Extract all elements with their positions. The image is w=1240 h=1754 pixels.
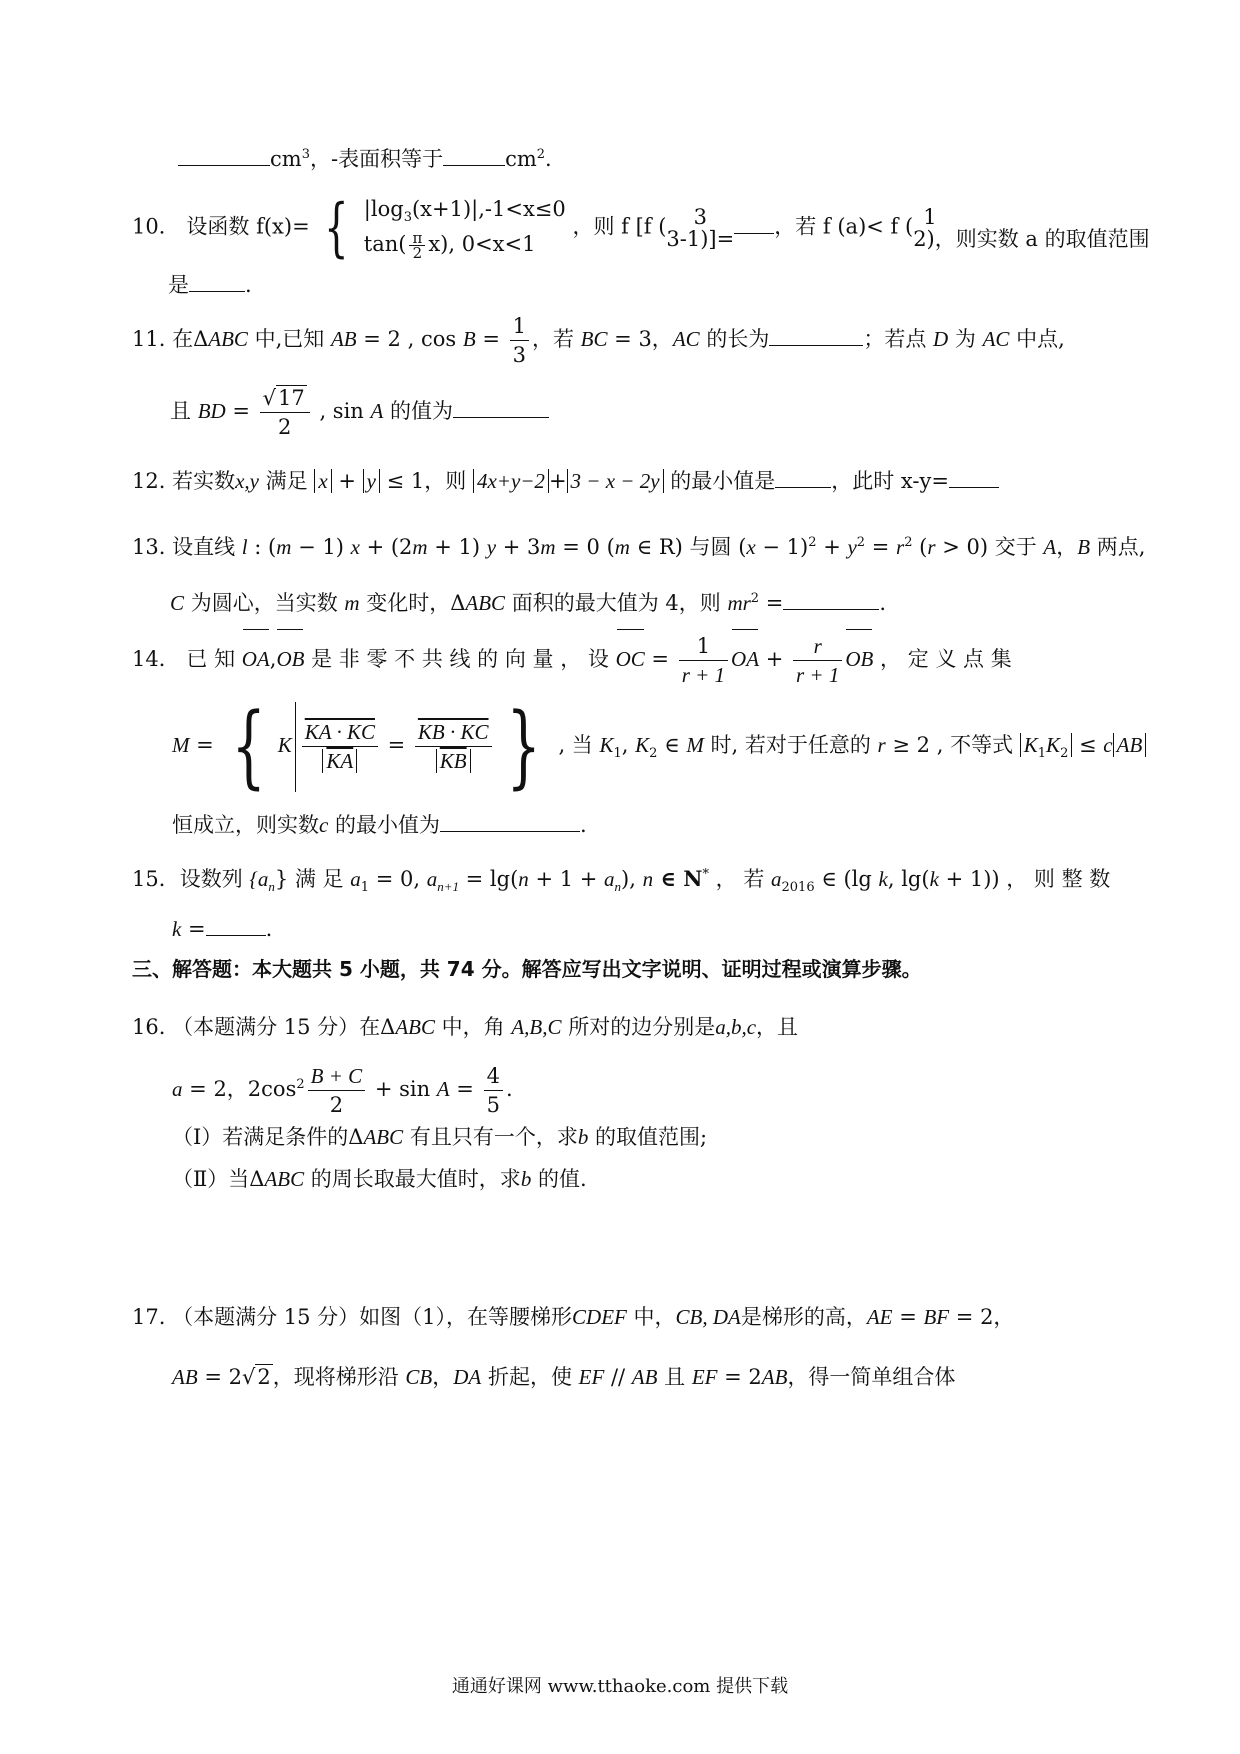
piece-1: $|\log_3(x+1)|,-1<x\le 0$ [363, 197, 566, 226]
question-number: 12. [132, 469, 166, 493]
q13-line1: 13. 设直线 l : (m − 1) x + (2m + 1) y + 3m = 0 (m ∈ R) 与圆 $(x - 1)^2 + y^2 = r^2$ (r > 0) 交于 A，B 两点, [132, 535, 1146, 559]
q16-line2: a = 2，$2\cos^2$ $\frac{B + C}{2}$ + sin A = $\frac{4}{5}$ . [172, 1064, 513, 1117]
exponent: 2 [536, 147, 546, 162]
answer-blank [189, 273, 245, 292]
answer-blank [443, 147, 505, 166]
q12-line: 12. 若实数x,y 满足 x + y ≤ 1，则 4x+y−2 + 3 − x − 2y 的最小值是 ，此时 x-y= [132, 466, 999, 496]
question-number: 10． [132, 214, 180, 239]
exponent: 3 [301, 147, 310, 162]
unit-text: cm [505, 147, 537, 171]
q15-line1: 15．设数列 $\{a_n\}$ 满 足 $a_1 = 0$, $a_{n+1} = \lg(n + 1 + a_n)$, n ∈ N* ， 若 $a_{2016}$ ∈ (lg k, lg(k + 1)) ， 则 整 数 [132, 866, 1111, 896]
question-number: 16. [132, 1015, 166, 1039]
text: ，则 f [f ( [572, 214, 667, 239]
section-heading: 三、解答题：本大题共 5 小题，共 74 分。解答应写出文字说明、证明过程或演算步骤。 [132, 957, 922, 981]
text: ，-表面积等于 [309, 147, 444, 171]
q17-line1: 17. （本题满分 15 分）如图（1），在等腰梯形CDEF 中，CB, DA是梯形的高，AE = BF = 2， [132, 1305, 1015, 1329]
q11-line1: 11. 在ΔABC 中,已知 AB = 2 , cos B = $\frac{1}{3}$ ，若 BC = 3，AC 的长为 ；若点 D 为 AC 中点, [132, 314, 1065, 367]
fraction: $\frac{KB \cdot KC}{KB}$ [415, 718, 492, 775]
answer-blank [734, 215, 774, 234]
question-number: 13. [132, 535, 166, 559]
fraction: $\frac{r}{r + 1}$ [793, 632, 842, 689]
piece-2: tan( $\frac{\pi}{2}$ x), 0<x<1 [363, 229, 536, 263]
q13-line2: C 为圆心，当实数 m 变化时，ΔABC 面积的最大值为 4，则 $mr^2$ = . [170, 591, 887, 615]
answer-blank [178, 147, 270, 166]
question-number: 11. [132, 327, 166, 351]
q17-line2: AB = 2√2，现将梯形沿 CB，DA 折起，使 EF // AB 且 EF = 2AB，得一简单组合体 [172, 1365, 956, 1389]
q16-part2: （Ⅱ）当ΔABC 的周长取最大值时，求b 的值. [172, 1167, 587, 1191]
q15-line2: k = . [172, 917, 273, 941]
fraction: $\frac{√17}{2}$ [260, 384, 310, 441]
q16-part1: （Ⅰ）若满足条件的ΔABC 有且只有一个，求b 的取值范围; [172, 1125, 708, 1149]
answer-blank [783, 591, 879, 610]
q14-line1: 14． 已 知 OA,OB 是 非 零 不 共 线 的 向 量 ， 设 OC = $\frac{1}{r + 1}$ OA + $\frac{r}{r + 1}$ OB ， 定 义 点 集 [132, 628, 1012, 690]
q10-line2: 是 . [168, 273, 252, 297]
question-number: 14． [132, 647, 180, 671]
answer-blank [769, 327, 863, 346]
answer-blank [206, 917, 266, 936]
set-divider [295, 702, 296, 792]
q14-line2: M = { K $\frac{KA \cdot KC}{KA}$ = $\frac{KB \cdot KC}{KB}$ } , 当 $K_1$, $K_2$ ∈ M 时, 若对于任意的 r ≥ 2 , 不等式 $K_1K_2 \le c$ AB [172, 700, 1146, 799]
fraction: $\frac{B + C}{2}$ [308, 1062, 366, 1119]
question-number: 15． [132, 867, 180, 891]
q16-line1: 16. （本题满分 15 分）在ΔABC 中，角 A,B,C 所对的边分别是a,b,c，且 [132, 1015, 799, 1039]
answer-blank [440, 813, 580, 832]
answer-blank [775, 469, 831, 488]
text: 设函数 f(x)= [186, 214, 310, 239]
answer-blank [453, 399, 549, 418]
left-brace: { [324, 191, 349, 266]
fraction: $\frac{KA \cdot KC}{KA}$ [302, 718, 378, 775]
answer-blank [949, 469, 999, 488]
text: . [545, 147, 552, 171]
unit-text: cm [270, 147, 302, 171]
fraction: $\frac{4}{5}$ [484, 1062, 503, 1119]
fraction: $\frac{1}{3}$ [510, 312, 529, 369]
q11-line2: 且 BD = $\frac{√17}{2}$ , sin A 的值为 [170, 384, 549, 441]
fraction: $\frac{1}{r + 1}$ [679, 632, 728, 689]
q14-line3: 恒成立，则实数c 的最小值为 . [172, 813, 587, 837]
page-footer: 通通好课网 www.tthaoke.com 提供下载 [451, 1676, 789, 1697]
q9-tail-line [178, 140, 552, 174]
question-number: 17. [132, 1305, 166, 1329]
q10-line1: 10． 设函数 f(x)= { $|\log_3(x+1)|,-1<x\le 0$ tan( $\frac{\pi}{2}$ x), 0<x<1 ，则 f [f ( 3 3-1)]= ，若 f (a)< f ( 1 2)，则实数 a 的取值范围 [132, 191, 1150, 266]
text: ，若 f (a)< f ( [774, 214, 914, 239]
piecewise-definition [363, 196, 566, 263]
